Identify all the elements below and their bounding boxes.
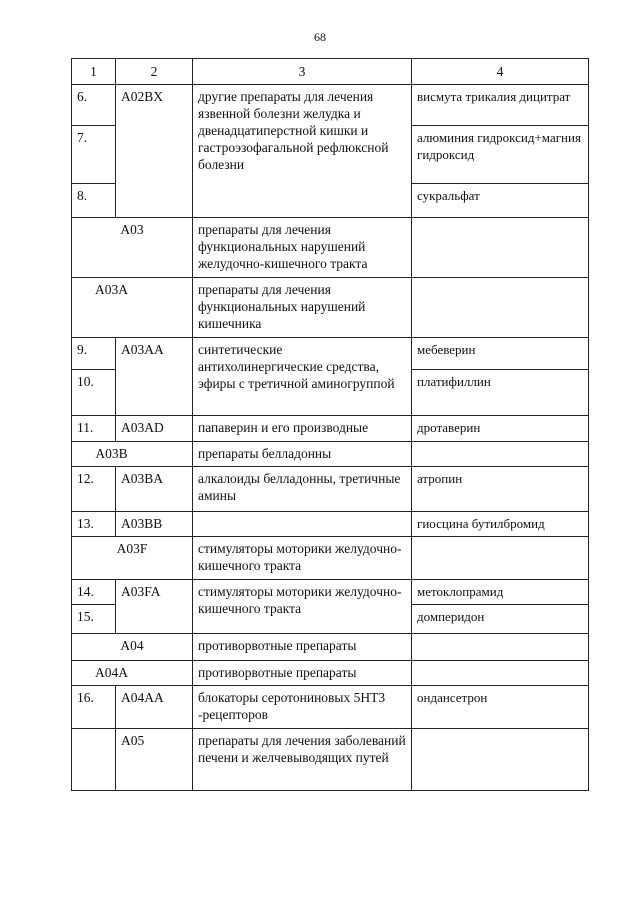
drug-classification-table [71, 58, 589, 791]
row-number: 16. [72, 686, 116, 729]
group-description: синтетические антихолинергические средства, эфиры с третичной аминогруппой [193, 338, 412, 416]
drug-name [412, 634, 589, 661]
drug-name [412, 442, 589, 467]
row-number: 11. [72, 416, 116, 442]
group-description: алкалоиды белладонны, третичные амины [193, 467, 412, 512]
group-description: блокаторы серотониновых 5НТ3 -рецепторов [193, 686, 412, 729]
group-code: A03F [72, 537, 193, 580]
header-col-1: 1 [72, 59, 116, 85]
group-description: другие препараты для лечения язвенной болезни желудка и двенадцатиперстной кишки и гастроэзофагальной рефлюксной болезни [193, 85, 412, 218]
drug-name: ондансетрон [412, 686, 589, 729]
group-description: препараты для лечения заболеваний печени и желчевыводящих путей [193, 729, 412, 791]
group-row [72, 442, 589, 467]
group-description: стимуляторы моторики желудочно-кишечного тракта [193, 537, 412, 580]
row-number: 13. [72, 512, 116, 537]
group-description: препараты для лечения функциональных нарушений желудочно-кишечного тракта [193, 218, 412, 278]
drug-name [412, 278, 589, 338]
table-row [72, 467, 589, 512]
page-number: 68 [314, 30, 326, 44]
group-row [72, 661, 589, 686]
atc-code: A03BB [116, 512, 193, 537]
atc-code: A05 [116, 729, 193, 791]
table-row [72, 580, 589, 605]
group-description: противорвотные препараты [193, 661, 412, 686]
group-description: препараты белладонны [193, 442, 412, 467]
group-description: папаверин и его производные [193, 416, 412, 442]
group-row [72, 218, 589, 278]
atc-code: A03FA [116, 580, 193, 634]
drug-name: атропин [412, 467, 589, 512]
atc-code: A03BA [116, 467, 193, 512]
group-code: A03A [72, 278, 193, 338]
header-col-2: 2 [116, 59, 193, 85]
row-number: 12. [72, 467, 116, 512]
group-description: препараты для лечения функциональных нарушений кишечника [193, 278, 412, 338]
drug-name: висмута трикалия дицитрат [412, 85, 589, 126]
table-row [72, 686, 589, 729]
drug-name: платифиллин [412, 370, 589, 416]
row-number: 15. [72, 605, 116, 634]
row-number: 10. [72, 370, 116, 416]
table-header-row [72, 59, 589, 85]
group-code: A04 [72, 634, 193, 661]
group-row [72, 634, 589, 661]
group-code: A04A [72, 661, 193, 686]
row-number: 14. [72, 580, 116, 605]
atc-code: A03AD [116, 416, 193, 442]
group-description [193, 512, 412, 537]
drug-name: сукральфат [412, 184, 589, 218]
group-description: противорвотные препараты [193, 634, 412, 661]
header-col-4: 4 [412, 59, 589, 85]
drug-name [412, 729, 589, 791]
atc-code: A03AA [116, 338, 193, 416]
drug-name [412, 661, 589, 686]
drug-name: гиосцина бутилбромид [412, 512, 589, 537]
table-row [72, 85, 589, 126]
drug-name [412, 218, 589, 278]
table-row [72, 338, 589, 370]
atc-code: A02BX [116, 85, 193, 218]
row-number [72, 729, 116, 791]
drug-name [412, 537, 589, 580]
row-number: 7. [72, 126, 116, 184]
group-row [72, 537, 589, 580]
group-row [72, 278, 589, 338]
table-row [72, 729, 589, 791]
drug-name: мебеверин [412, 338, 589, 370]
header-col-3: 3 [193, 59, 412, 85]
group-code: A03 [72, 218, 193, 278]
table-row [72, 416, 589, 442]
row-number: 6. [72, 85, 116, 126]
row-number: 9. [72, 338, 116, 370]
drug-name: дротаверин [412, 416, 589, 442]
group-description: стимуляторы моторики желудочно-кишечного тракта [193, 580, 412, 634]
drug-name: домперидон [412, 605, 589, 634]
table-row [72, 512, 589, 537]
drug-name: алюминия гидроксид+магния гидроксид [412, 126, 589, 184]
group-code: A03B [72, 442, 193, 467]
atc-code: A04AA [116, 686, 193, 729]
drug-name: метоклопрамид [412, 580, 589, 605]
row-number: 8. [72, 184, 116, 218]
